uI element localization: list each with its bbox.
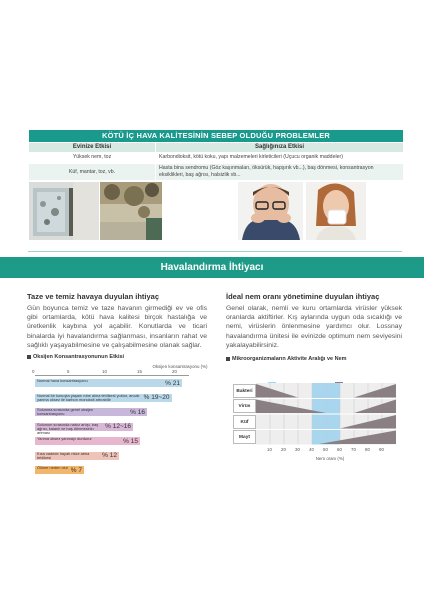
oxygen-chart-title-text: Oksijen Konsantrasyonunun Etkisi	[33, 354, 125, 360]
humidity-body: Genel olarak, nemli ve kuru ortamlarda virüsler yüksek oranlarda aktiftirler. Kış aylarında uygun oda sıcaklığı ve nemi, virüslerin önlenmesine yardımcı olur. Lossnay havalandırma ünitesi ile evinizde optimum nem seviyesini yakalayabilirsiniz.	[226, 305, 402, 349]
oxygen-tick-label: 15	[137, 369, 142, 374]
oxygen-bar-label: Solunma sırasında genel oksijen konsantrasyonu	[37, 407, 94, 417]
micro-row-label: Bakteri	[233, 384, 256, 398]
fresh-air-heading: Taze ve temiz havaya duyulan ihtiyaç	[27, 292, 159, 301]
micro-chart-title	[226, 356, 406, 362]
micro-tick-label: 10	[267, 447, 272, 452]
man-headache-photo	[238, 182, 303, 240]
micro-tick-label: 30	[295, 447, 300, 452]
oxygen-bar-label: Kısa vadede hayatı riske atma tehlikesi	[37, 450, 90, 460]
ceiling-mold-photo	[100, 182, 162, 240]
square-bullet-icon	[226, 357, 230, 361]
micro-tick-label: 60	[337, 447, 342, 452]
micro-tick-label: 40	[309, 447, 314, 452]
col-header-home-effect: Evinize Etkisi	[29, 143, 155, 152]
micro-row-label: Mayt	[233, 430, 256, 444]
oxygen-tick-label: 5	[67, 369, 70, 374]
top-page-divider	[28, 251, 402, 252]
oxygen-bar-value: % 16	[130, 408, 145, 416]
oxygen-bar-value: % 19~20	[143, 394, 170, 401]
micro-axis-label: Nem oranı (%)	[315, 456, 345, 461]
ventilation-need-banner: Havalandırma İhtiyacı	[0, 257, 424, 278]
micro-tick-label: 50	[323, 447, 328, 452]
row1-home-effect: Yüksek nem, toz	[29, 153, 155, 163]
oxygen-bar-label: Normal hava konsantrasyonu	[37, 378, 88, 384]
oxygen-axis-line	[35, 375, 189, 376]
oxygen-bar-value: % 15	[123, 437, 138, 445]
microorganism-chart	[233, 383, 405, 458]
row2-health-effect: Hasta bina sendromu (Göz kaşınmaları, öksürük, hapşırık vb...), baş dönmesi, konsantrasyon eksiklikleri, baş ağrısı, halsizlik vb...	[156, 164, 403, 180]
oxygen-bar-value: % 12	[102, 452, 117, 459]
oxygen-tick-label: 20	[172, 369, 177, 374]
oxygen-chart-title	[27, 354, 207, 360]
humidity-heading: İdeal nem oranı yönetimine duyulan ihtiyaç	[226, 292, 380, 301]
oxygen-bar-label: Solunum sırasında nabız artışı, baş ağrısı, kalanlı ve baş dönmesinin artması	[37, 421, 99, 436]
fresh-air-body: Gün boyunca temiz ve taze havanın girmediği ev ve ofis gibi ortamlarda, kötü hava kalitesi birçok hastalığa ve üretkenlik kaybına yol açabilir. Konutlarda ve ticari binalarda iyi havalandırma sağlanması, insanların rahat ve sağlıklı yaşayabilmesine ve çalışabilmesine olanak sağlar.	[27, 305, 207, 349]
oxygen-tick-label: 0	[32, 369, 35, 374]
oxygen-axis-label: Oksijen konsantrasyonu (%)	[152, 364, 208, 369]
micro-plot-svg	[233, 383, 405, 447]
oxygen-tick-label: 10	[102, 369, 107, 374]
row1-health-effect: Karbondioksit, kötü koku, yapı malzemeleri kirleticileri (Uçucu organik maddeler)	[156, 153, 403, 163]
micro-tick-label: 70	[351, 447, 356, 452]
micro-tick-label: 90	[379, 447, 384, 452]
micro-tick-label: 20	[281, 447, 286, 452]
oxygen-bar-value: % 7	[70, 466, 82, 474]
window-mold-photo	[29, 182, 99, 240]
oxygen-chart	[27, 369, 197, 479]
row2-home-effect: Küf, mantar, toz, vb.	[29, 164, 155, 180]
micro-row-label: Küf	[233, 415, 256, 429]
woman-sneezing-photo	[306, 182, 366, 240]
micro-row-label: Virüs	[233, 399, 256, 413]
oxygen-bar-label: Normal bir konuyta yaşanı nıbe alma tehlikesi yoktur, ancak yanma oksez ile karbon monoksit artırabilir	[37, 392, 140, 402]
problems-table-title: KÖTÜ İÇ HAVA KALİTESİNİN SEBEP OLDUĞU PROBLEMLER	[29, 130, 403, 142]
col-header-health-effect: Sağlığınıza Etkisi	[156, 143, 403, 152]
oxygen-bar-label: Ölüme neden olur	[37, 465, 68, 471]
oxygen-bar-label: Yanma oksez yanmayı durdurur	[37, 436, 92, 442]
micro-chart-title-text: Mikroorganizmaların Aktivite Aralığı ve Nem	[232, 356, 347, 362]
oxygen-bar-value: % 12~16	[105, 423, 131, 430]
micro-tick-label: 80	[365, 447, 370, 452]
square-bullet-icon	[27, 355, 31, 359]
oxygen-bar-value: % 21	[165, 379, 180, 387]
